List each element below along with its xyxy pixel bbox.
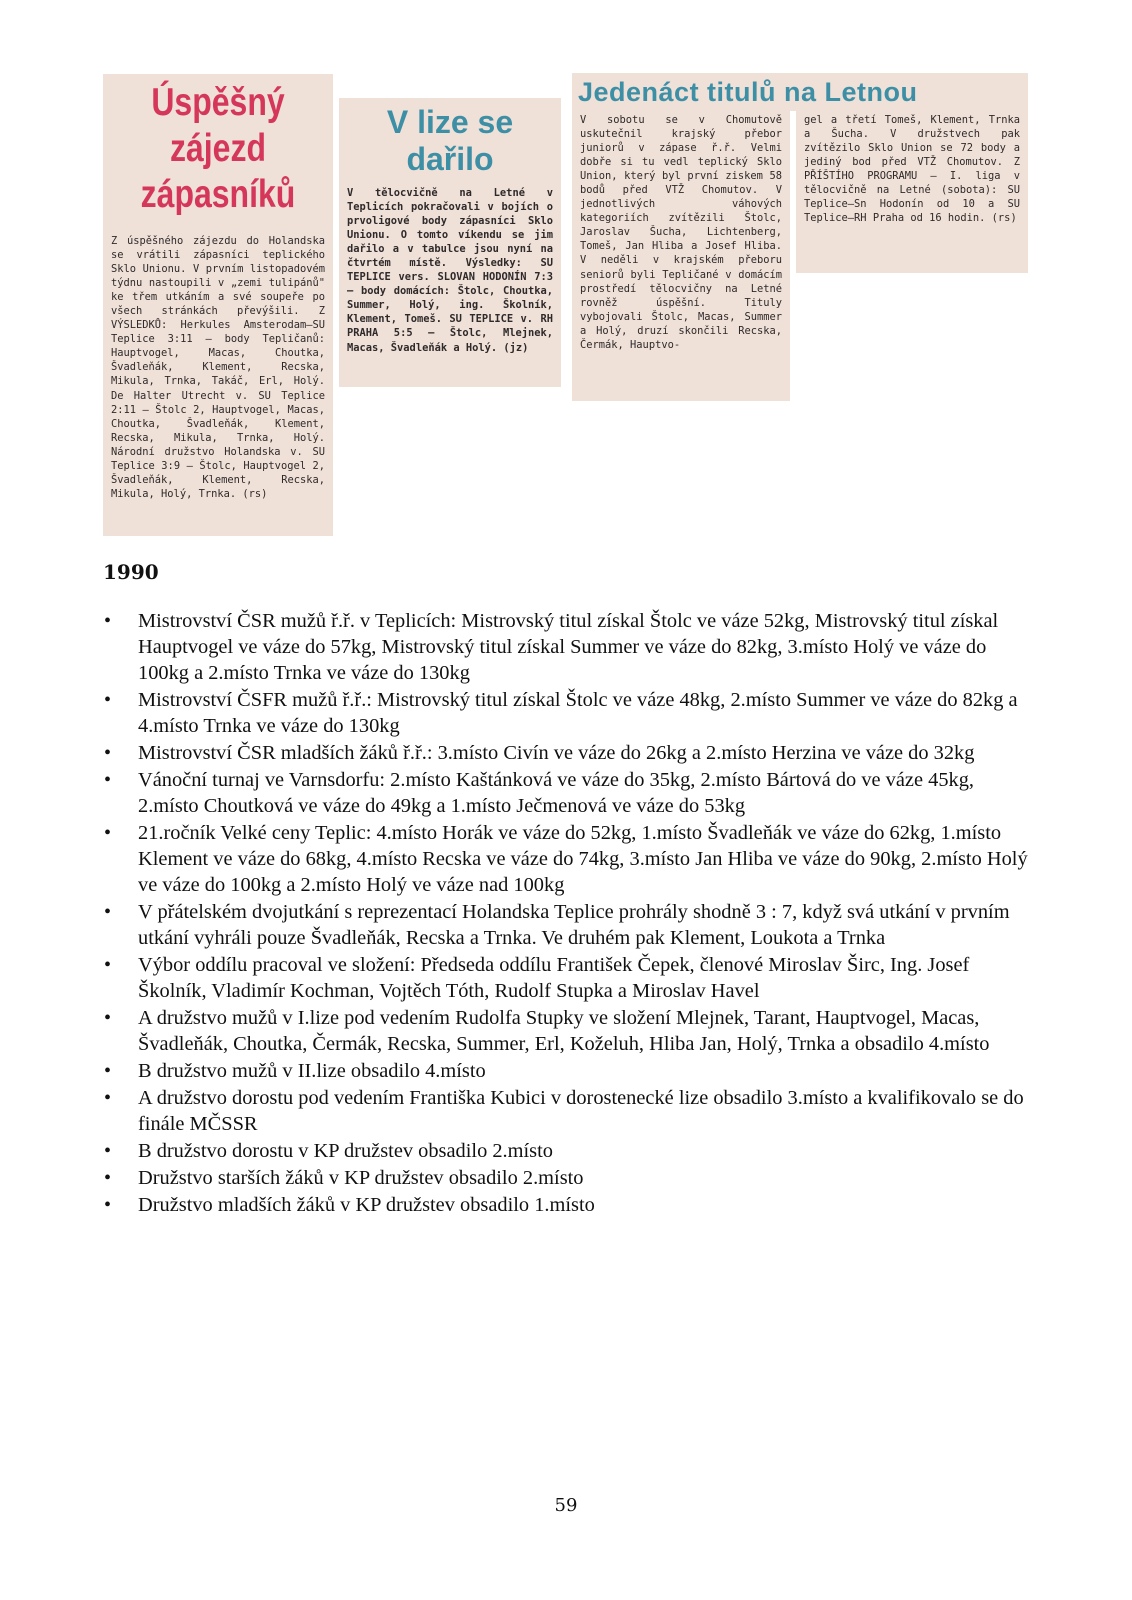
clipping-body: V sobotu se v Chomutově uskutečnil krajský přebor juniorů v zápase ř.ř. Velmi dobře si tu vedl teplický Sklo Union, který byl první ziskem 58 bodů před VTŽ Chomutov. V jednotlivých váhových kategoriích zvítězili Štolc, Jaroslav Šucha, Lichtenberg, Tomeš, Jan Hliba a Josef Hliba. V neděli v krajském přeboru seniorů byli Tepličané v domácím prostředí tělocvičny na Letné rovněž úspěšní. Tituly vybojovali Štolc, Macas, Summer a Holý, druzí skončili Recska, Čermák, Hauptvo- (580, 114, 782, 351)
list-item: • Družstvo starších žáků v KP družstev obsadilo 2.místo (103, 1165, 1033, 1191)
newspaper-clipping-zapasnici (103, 74, 333, 536)
clipping-body: gel a třetí Tomeš, Klement, Trnka a Šucha. V družstvech pak zvítězilo Sklo Union se 72 body a jediný bod před VTŽ Chomutov. Z PŘÍŠTÍHO PROGRAMU — I. liga v tělocvičně na Letné (sobota): SU Teplice—Sn Hodonín od 10 a SU Teplice—RH Praha od 16 hodin. (rs) (804, 114, 1020, 225)
page-number: 59 (554, 1495, 578, 1516)
clipping-headline: V lize se dařilo (386, 104, 514, 177)
newspaper-clipping-letna (572, 71, 1028, 401)
list-item: • 21.ročník Velké ceny Teplic: 4.místo Horák ve váze do 52kg, 1.místo Švadleňák ve váze do 62kg, 1.místo Klement ve váze do 68kg, 4.místo Recska ve váze do 74kg, 3.místo Jan Hliba ve váze do 90kg, 2.místo Holý ve váze do 100kg a 2.místo Holý ve váze nad 100kg (103, 820, 1033, 898)
results-list (103, 608, 1033, 1219)
list-item: • B družstvo mužů v II.lize obsadilo 4.místo (103, 1058, 1033, 1084)
newspaper-clipping-liga (339, 98, 561, 387)
clipping-column-1 (572, 111, 790, 401)
clipping-headline: Jedenáct titulů na Letnou (572, 73, 1028, 111)
year-heading: 1990 (103, 560, 159, 584)
clipping-body: V tělocvičně na Letné v Teplicích pokračovali v bojích o prvoligové body zápasníci Sklo Unionu. O tomto víkendu se jim dařilo a v tabulce jsou nyní na čtvrtém místě. Výsledky: SU TEPLICE vers. SLOVAN HODONÍN 7:3 — body domácích: Štolc, Choutka, Summer, Holý, ing. Školník, Klement, Tomeš. SU TEPLICE v. RH PRAHA 5:5 — Štolc, Mlejnek, Macas, Švadleňák a Holý. (jz) (347, 187, 553, 354)
list-item: • Mistrovství ČSFR mužů ř.ř.: Mistrovský titul získal Štolc ve váze 48kg, 2.místo Summer ve váze do 82kg a 4.místo Trnka ve váze do 130kg (103, 687, 1033, 739)
list-item: • B družstvo dorostu v KP družstev obsadilo 2.místo (103, 1138, 1033, 1164)
clipping-column-2 (796, 111, 1028, 273)
clipping-headline: Úspěšný zájezd zápasníků (140, 81, 296, 216)
list-item: • V přátelském dvojutkání s reprezentací Holandska Teplice prohrály shodně 3 : 7, když svá utkání v prvním utkání vyhráli pouze Švadleňák, Recska a Trnka. Ve druhém pak Klement, Loukota a Trnka (103, 899, 1033, 951)
list-item: • A družstvo dorostu pod vedením Františka Kubici v dorostenecké lize obsadilo 3.místo a kvalifikovalo se do finále MČSSR (103, 1085, 1033, 1137)
clipping-body: Z úspěšného zájezdu do Holandska se vrátili zápasníci teplického Sklo Unionu. V prvním listopadovém týdnu nastoupili v „zemi tulipánů" ke třem utkáním a své soupeře po všech stránkách převýšili. Z VÝSLEDKŮ: Herkules Amsterodam—SU Teplice 3:11 — body Tepličanů: Hauptvogel, Macas, Choutka, Švadleňák, Klement, Recska, Mikula, Trnka, Takáč, Erl, Holý. De Halter Utrecht v. SU Teplice 2:11 — Štolc 2, Hauptvogel, Macas, Choutka, Švadleňák, Klement, Recska, Mikula, Trnka, Holý. Národní družstvo Holandska v. SU Teplice 3:9 — Štolc, Hauptvogel 2, Švadleňák, Klement, Recska, Mikula, Holý, Trnka. (rs) (111, 235, 325, 500)
list-item: • Mistrovství ČSR mladších žáků ř.ř.: 3.místo Civín ve váze do 26kg a 2.místo Herzina ve váze do 32kg (103, 740, 1033, 766)
list-item: • Výbor oddílu pracoval ve složení: Předseda oddílu František Čepek, členové Miroslav Širc, Ing. Josef Školník, Vladimír Kochman, Vojtěch Tóth, Rudolf Stupka a Miroslav Havel (103, 952, 1033, 1004)
list-item: • A družstvo mužů v I.lize pod vedením Rudolfa Stupky ve složení Mlejnek, Tarant, Hauptvogel, Macas, Švadleňák, Choutka, Čermák, Recska, Summer, Erl, Koželuh, Hliba Jan, Holý, Trnka a obsadilo 4.místo (103, 1005, 1033, 1057)
list-item: • Mistrovství ČSR mužů ř.ř. v Teplicích: Mistrovský titul získal Štolc ve váze 52kg, Mistrovský titul získal Hauptvogel ve váze do 57kg, Mistrovský titul získal Summer ve váze do 82kg, 3.místo Holý ve váze do 100kg a 2.místo Trnka ve váze do 130kg (103, 608, 1033, 686)
list-item: • Vánoční turnaj ve Varnsdorfu: 2.místo Kaštánková ve váze do 35kg, 2.místo Bártová do ve váze 45kg, 2.místo Choutková ve váze do 49kg a 1.místo Ječmenová ve váze do 53kg (103, 767, 1033, 819)
list-item: • Družstvo mladších žáků v KP družstev obsadilo 1.místo (103, 1192, 1033, 1218)
